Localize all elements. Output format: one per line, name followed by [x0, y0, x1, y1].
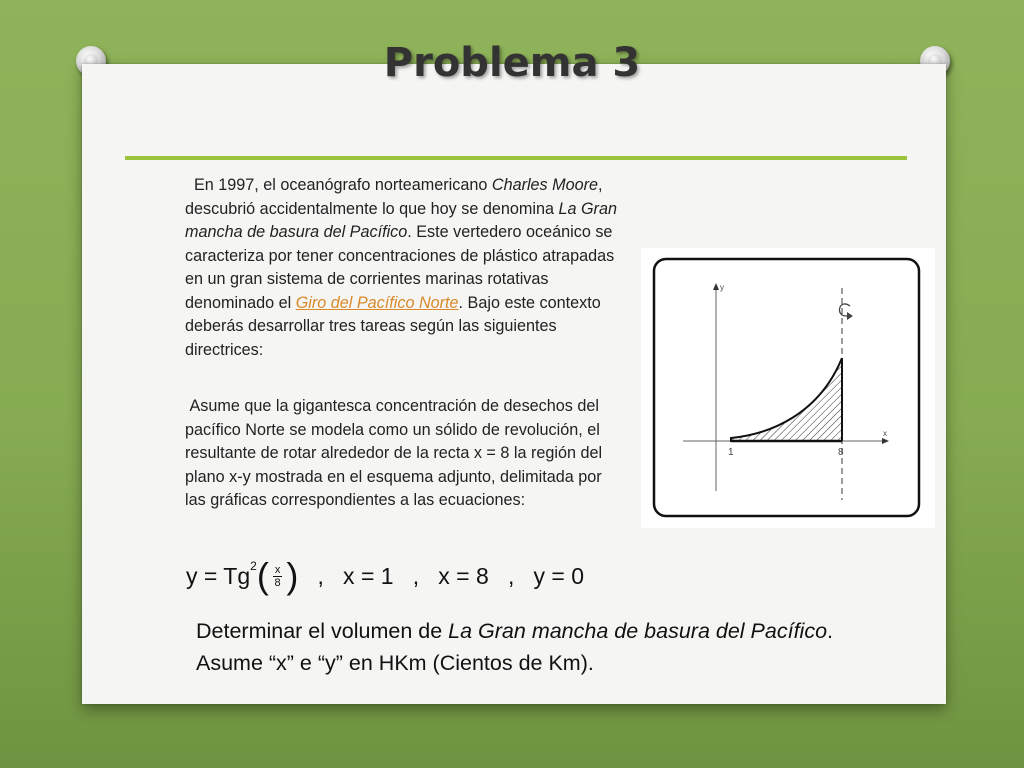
- intro-name: Charles Moore: [491, 176, 599, 194]
- formula-denominator: 8: [274, 576, 281, 589]
- tick-label-1: 1: [728, 447, 734, 458]
- task-text-1: Determinar el volumen de: [196, 619, 449, 643]
- task-garbage-patch: La Gran mancha de basura del Pacífico: [448, 619, 828, 643]
- formula-close-paren: ): [286, 555, 299, 596]
- intro-paragraph: [185, 174, 625, 362]
- intro-text-1: En 1997, el oceanógrafo norteamericano: [194, 176, 492, 194]
- region-diagram: [641, 248, 935, 528]
- formula-open-paren: (: [256, 555, 269, 596]
- task-paragraph: [196, 615, 876, 679]
- task-text-2: . Asume “x” e “y” en HKm (Cientos de Km).: [196, 619, 834, 675]
- formula-fraction: [273, 564, 283, 589]
- model-paragraph: [185, 395, 625, 513]
- intro-text-3: . Este vertedero oceánico se caracteriza por tener concentraciones de plástico atrapadas en un gran sistema de corrientes marinas rotativas denominado el: [185, 223, 615, 312]
- formula-y-tg: y = Tg: [186, 562, 251, 589]
- model-text: Asume que la gigantesca concentración de desechos del pacífico Norte se modela como un sólido de revolución, el resultante de rotar alrededor de la recta x = 8 la región del plano x-y mostrada en el esquema adjunto, delimitada por las gráficas correspondientes a las ecuaciones:: [185, 397, 603, 509]
- formula-exponent: 2: [250, 559, 257, 573]
- x-axis-label: x: [883, 429, 887, 438]
- intro-text-4: . Bajo este contexto deberás desarrollar tres tareas según las siguientes directrices:: [185, 293, 601, 359]
- gyre-link[interactable]: Giro del Pacífico Norte: [295, 293, 459, 312]
- formula-numerator: x: [274, 563, 281, 576]
- formula-bounds: , x = 1 , x = 8 , y = 0: [298, 562, 585, 589]
- title-underline: [125, 156, 907, 160]
- intro-text-2: , descubrió accidentalmente lo que hoy se denomina: [185, 176, 603, 218]
- region-figure: [641, 248, 935, 528]
- tick-label-8: 8: [838, 447, 844, 458]
- equations: [186, 553, 616, 599]
- slide-title: Problema 3: [383, 40, 641, 86]
- intro-garbage-patch: La Gran mancha de basura del Pacífico: [185, 199, 617, 241]
- figure-frame: [654, 259, 919, 516]
- y-axis-label: y: [720, 283, 724, 292]
